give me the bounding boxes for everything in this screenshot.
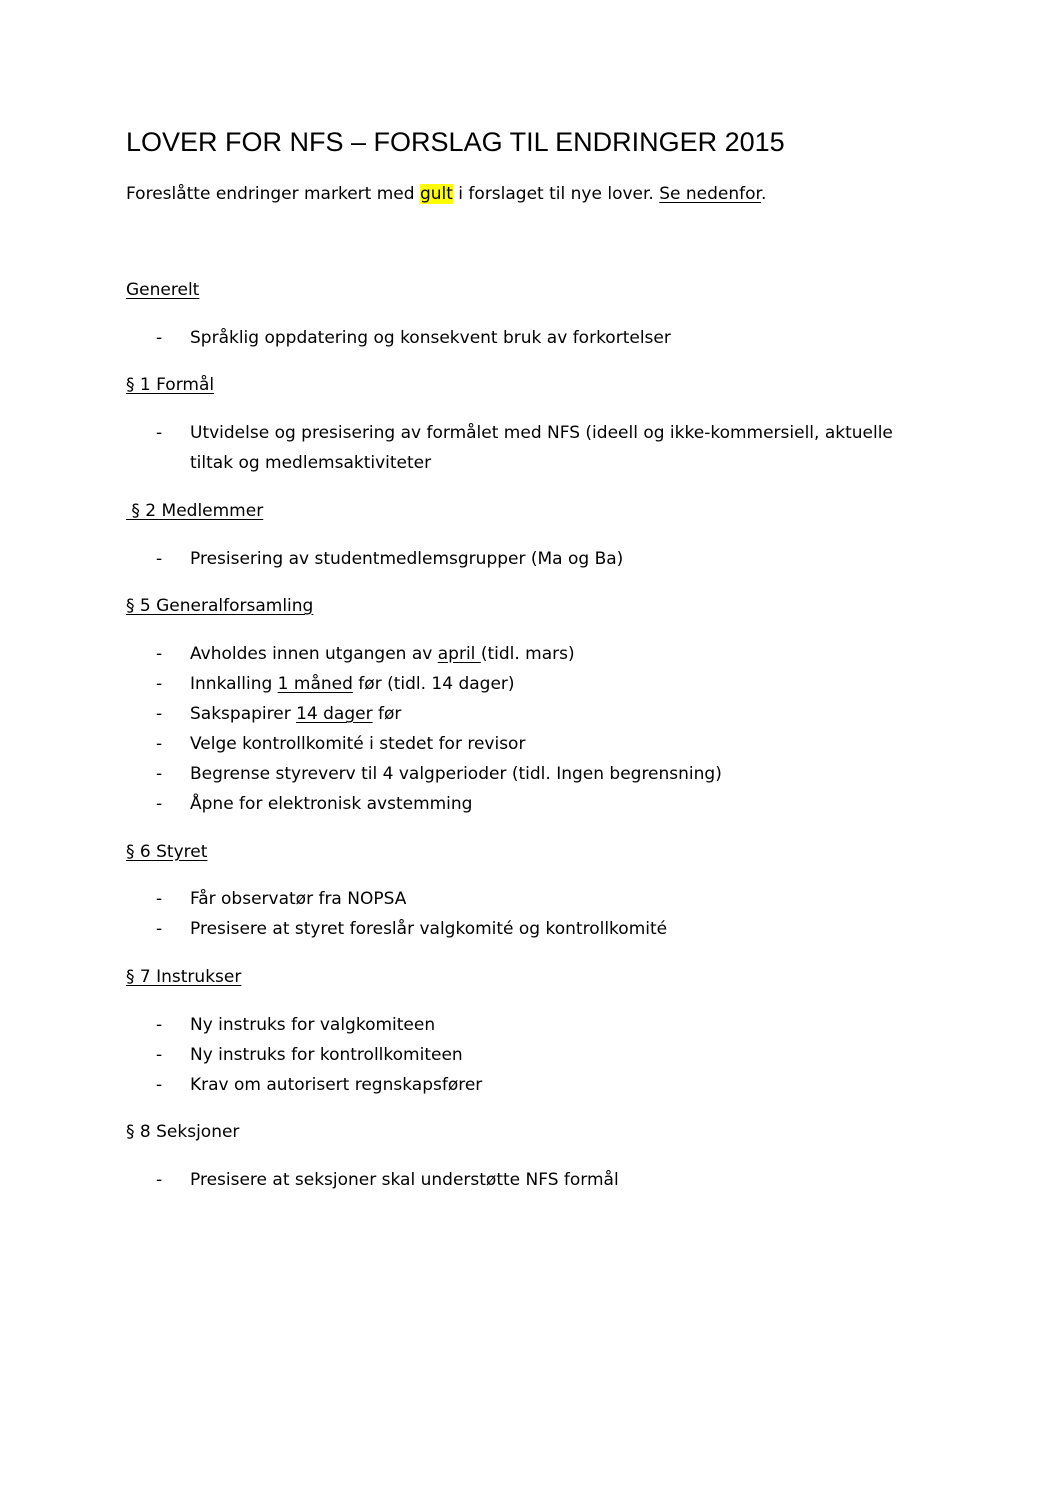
list-item-text bbox=[190, 703, 401, 725]
list-item-text bbox=[190, 643, 575, 665]
text-segment: (tidl. mars) bbox=[480, 644, 575, 664]
list-item bbox=[156, 703, 401, 725]
text-segment: før bbox=[372, 704, 402, 724]
bullet-dash: - bbox=[156, 549, 163, 569]
bullet-dash: - bbox=[156, 764, 163, 784]
section-heading-generelt: Generelt bbox=[126, 280, 200, 300]
list-item bbox=[156, 733, 525, 755]
bullet-dash: - bbox=[156, 1015, 163, 1035]
bullet-dash: - bbox=[156, 674, 163, 694]
text-segment: før (tidl. 14 dager) bbox=[352, 674, 515, 694]
list-item bbox=[156, 418, 930, 478]
section-heading-medlemmer: § 2 Medlemmer bbox=[126, 501, 264, 521]
list-item bbox=[156, 1044, 463, 1066]
list-item bbox=[156, 643, 575, 665]
text-segment: Sakspapirer bbox=[190, 704, 297, 724]
list-item bbox=[156, 888, 406, 910]
list-item-text: Presisering av studentmedlemsgrupper (Ma og Ba) bbox=[190, 549, 624, 569]
highlighted-word: gult bbox=[419, 184, 453, 204]
underlined-change: 14 dager bbox=[296, 704, 373, 724]
underlined-change: 1 måned bbox=[277, 674, 353, 694]
intro-text-before: Foreslåtte endringer markert med bbox=[126, 184, 420, 204]
list-item-text: Krav om autorisert regnskapsfører bbox=[190, 1075, 483, 1095]
document-title: LOVER FOR NFS – FORSLAG TIL ENDRINGER 2015 bbox=[126, 127, 785, 157]
list-item-text: Ny instruks for kontrollkomiteen bbox=[190, 1045, 463, 1065]
list-item-text: Presisere at styret foreslår valgkomité og kontrollkomité bbox=[190, 919, 668, 939]
list-item bbox=[156, 1169, 619, 1191]
bullet-dash: - bbox=[156, 644, 163, 664]
list-item-text: Begrense styreverv til 4 valgperioder (tidl. Ingen begrensning) bbox=[190, 764, 722, 784]
bullet-dash: - bbox=[156, 423, 163, 443]
list-item-text: Ny instruks for valgkomiteen bbox=[190, 1015, 436, 1035]
bullet-dash: - bbox=[156, 1170, 163, 1190]
section-heading-styret: § 6 Styret bbox=[126, 842, 208, 862]
list-item-text: Språklig oppdatering og konsekvent bruk av forkortelser bbox=[190, 328, 671, 348]
list-item-text: Åpne for elektronisk avstemming bbox=[190, 794, 473, 814]
intro-text-middle: i forslaget til nye lover. bbox=[452, 184, 660, 204]
list-item bbox=[156, 918, 667, 940]
list-item-text: Får observatør fra NOPSA bbox=[190, 889, 407, 909]
bullet-dash: - bbox=[156, 919, 163, 939]
text-segment: Innkalling bbox=[190, 674, 278, 694]
list-item-text bbox=[190, 673, 515, 695]
bullet-dash: - bbox=[156, 889, 163, 909]
bullet-dash: - bbox=[156, 1075, 163, 1095]
list-item-text: Velge kontrollkomité i stedet for revisor bbox=[190, 734, 526, 754]
intro-paragraph bbox=[126, 183, 766, 205]
bullet-dash: - bbox=[156, 1045, 163, 1065]
bullet-dash: - bbox=[156, 704, 163, 724]
list-item bbox=[156, 793, 472, 815]
section-heading-generalforsamling: § 5 Generalforsamling bbox=[126, 596, 314, 616]
section-heading-seksjoner: § 8 Seksjoner bbox=[126, 1122, 240, 1142]
bullet-dash: - bbox=[156, 328, 163, 348]
list-item bbox=[156, 673, 515, 695]
underlined-change: april bbox=[437, 644, 481, 664]
section-heading-instrukser: § 7 Instrukser bbox=[126, 967, 242, 987]
list-item bbox=[156, 763, 722, 785]
text-segment: Avholdes innen utgangen av bbox=[190, 644, 438, 664]
section-heading-formal: § 1 Formål bbox=[126, 375, 215, 395]
list-item-text: Presisere at seksjoner skal understøtte NFS formål bbox=[190, 1170, 619, 1190]
list-item bbox=[156, 1014, 435, 1036]
list-item bbox=[156, 327, 671, 349]
see-below-link[interactable]: Se nedenfor bbox=[659, 184, 761, 204]
intro-text-end: . bbox=[760, 184, 767, 204]
bullet-dash: - bbox=[156, 734, 163, 754]
list-item bbox=[156, 1074, 482, 1096]
bullet-dash: - bbox=[156, 794, 163, 814]
list-item-text: Utvidelse og presisering av formålet med NFS (ideell og ikke-kommersiell, aktuelle tiltak og medlemsaktiviteter bbox=[190, 423, 893, 473]
list-item bbox=[156, 548, 623, 570]
